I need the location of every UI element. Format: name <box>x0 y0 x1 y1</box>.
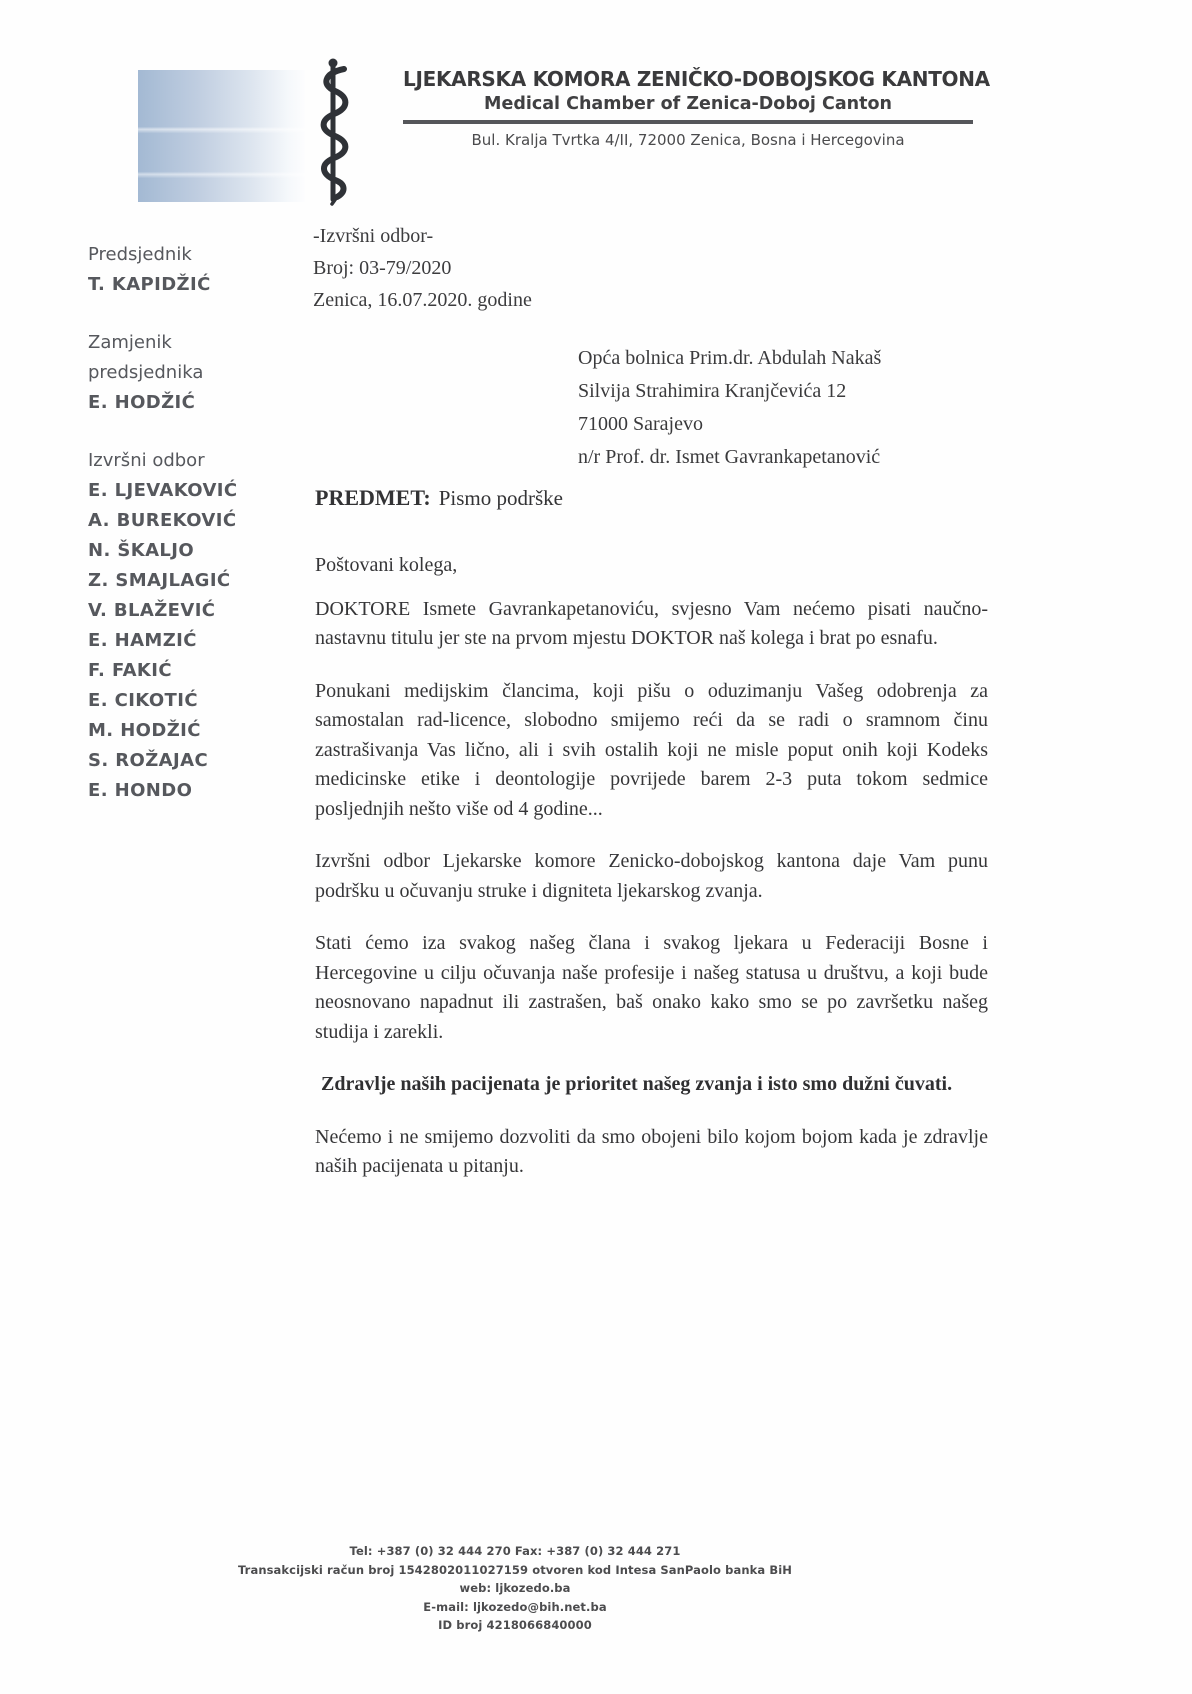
recipient-line: Silvija Strahimira Kranjčevića 12 <box>578 380 847 402</box>
recipient-line: n/r Prof. dr. Ismet Gavrankapetanović <box>578 446 881 468</box>
letter-footer <box>0 1542 1030 1635</box>
meta-committee: -Izvršni odbor- <box>313 225 434 247</box>
board-member: E. LJEVAKOVIĆ <box>88 480 238 501</box>
footer-line-bank-account: Transakcijski račun broj 1542802011027159 otvoren kod Intesa SanPaolo banka BiH <box>238 1562 792 1577</box>
board-member: E. CIKOTIĆ <box>88 690 198 711</box>
footer-line-tel-fax: Tel: +387 (0) 32 444 270 Fax: +387 (0) 32 444 271 <box>349 1544 681 1558</box>
board-member: Z. SMAJLAGIĆ <box>88 570 231 591</box>
subject-label: PREDMET: <box>315 485 431 510</box>
deputy-label-line2: predsjednika <box>88 362 204 383</box>
meta-number: Broj: 03-79/2020 <box>313 257 452 279</box>
org-address: Bul. Kralja Tvrtka 4/II, 72000 Zenica, Bosna i Hercegovina <box>471 131 905 149</box>
board-member: E. HAMZIĆ <box>88 630 197 651</box>
board-member: N. ŠKALJO <box>88 540 195 561</box>
recipient-address <box>578 342 881 474</box>
board-member: S. ROŽAJAC <box>88 750 209 771</box>
letterhead-text <box>403 66 990 149</box>
deputy-label-line1: Zamjenik <box>88 332 172 353</box>
logo-gradient-block <box>138 70 305 202</box>
body-paragraph: Ponukani medijskim člancima, koji pišu o oduzimanju Vašeg odobrenja za samostalan rad-licence, slobodno smijemo reći da se radi o sramnom činu zastrašivanja Vas lično, ali i svih ostalih koji ne misle poput onih koji Kodeks medicinske etike i deontologije povrijede barem 2-3 puta tokom sedmice posljednjih nešto više od 4 godine... <box>315 679 988 820</box>
footer-line-id: ID broj 4218066840000 <box>438 1618 592 1633</box>
rod-of-asclepius-icon <box>314 56 352 208</box>
body-paragraph-emphasized: Zdravlje naših pacijenata je prioritet našeg zvanja i isto smo dužni čuvati. <box>321 1073 953 1095</box>
org-name: LJEKARSKA KOMORA ZENIČKO-DOBOJSKOG KANTONA <box>403 67 990 91</box>
recipient-line: 71000 Sarajevo <box>578 413 703 435</box>
header-divider <box>403 120 973 124</box>
footer-line-web: web: ljkozedo.ba <box>459 1581 571 1596</box>
board-member: F. FAKIĆ <box>88 660 172 681</box>
body-paragraph: Stati ćemo iza svakog našeg člana i svakog ljekara u Federaciji Bosne i Hercegovine u cilju očuvanja naše profesije i našeg statusa u društvu, a koji bude neosnovano napadnut ili zastrašen, baš onako kako smo se po završetku našeg studija i zarekli. <box>315 932 988 1043</box>
president-label: Predsjednik <box>88 244 192 265</box>
board-label: Izvršni odbor <box>88 450 205 471</box>
salutation: Poštovani kolega, <box>315 554 458 576</box>
subject-text: Pismo podrške <box>438 486 563 510</box>
president-name: T. KAPIDŽIĆ <box>88 274 211 295</box>
body-paragraph: Nećemo i ne smijemo dozvoliti da smo obojeni bilo kojom bojom kada je zdravlje naših pacijenata u pitanju. <box>315 1125 988 1177</box>
meta-date-place: Zenica, 16.07.2020. godine <box>313 289 532 311</box>
body-paragraph: Izvršni odbor Ljekarske komore Zenicko-dobojskog kantona daje Vam punu podršku u očuvanju struke i digniteta ljekarskog zvanja. <box>315 850 988 902</box>
deputy-name: E. HODŽIĆ <box>88 392 196 413</box>
letter-body <box>315 551 988 1205</box>
org-name-english: Medical Chamber of Zenica-Doboj Canton <box>484 94 892 114</box>
recipient-line: Opća bolnica Prim.dr. Abdulah Nakaš <box>578 347 882 369</box>
board-member: M. HODŽIĆ <box>88 720 201 741</box>
body-paragraph: DOKTORE Ismete Gavrankapetanoviću, svjesno Vam nećemo pisati naučno-nastavnu titulu jer ste na prvom mjestu DOKTOR naš kolega i brat po esnafu. <box>315 597 988 649</box>
letter-meta <box>313 220 532 316</box>
subject-line <box>315 485 563 511</box>
board-member: A. BUREKOVIĆ <box>88 510 237 531</box>
board-member: V. BLAŽEVIĆ <box>88 600 216 621</box>
board-member: E. HONDO <box>88 780 193 801</box>
officials-sidebar <box>88 240 308 806</box>
footer-line-email: E-mail: ljkozedo@bih.net.ba <box>423 1599 607 1614</box>
